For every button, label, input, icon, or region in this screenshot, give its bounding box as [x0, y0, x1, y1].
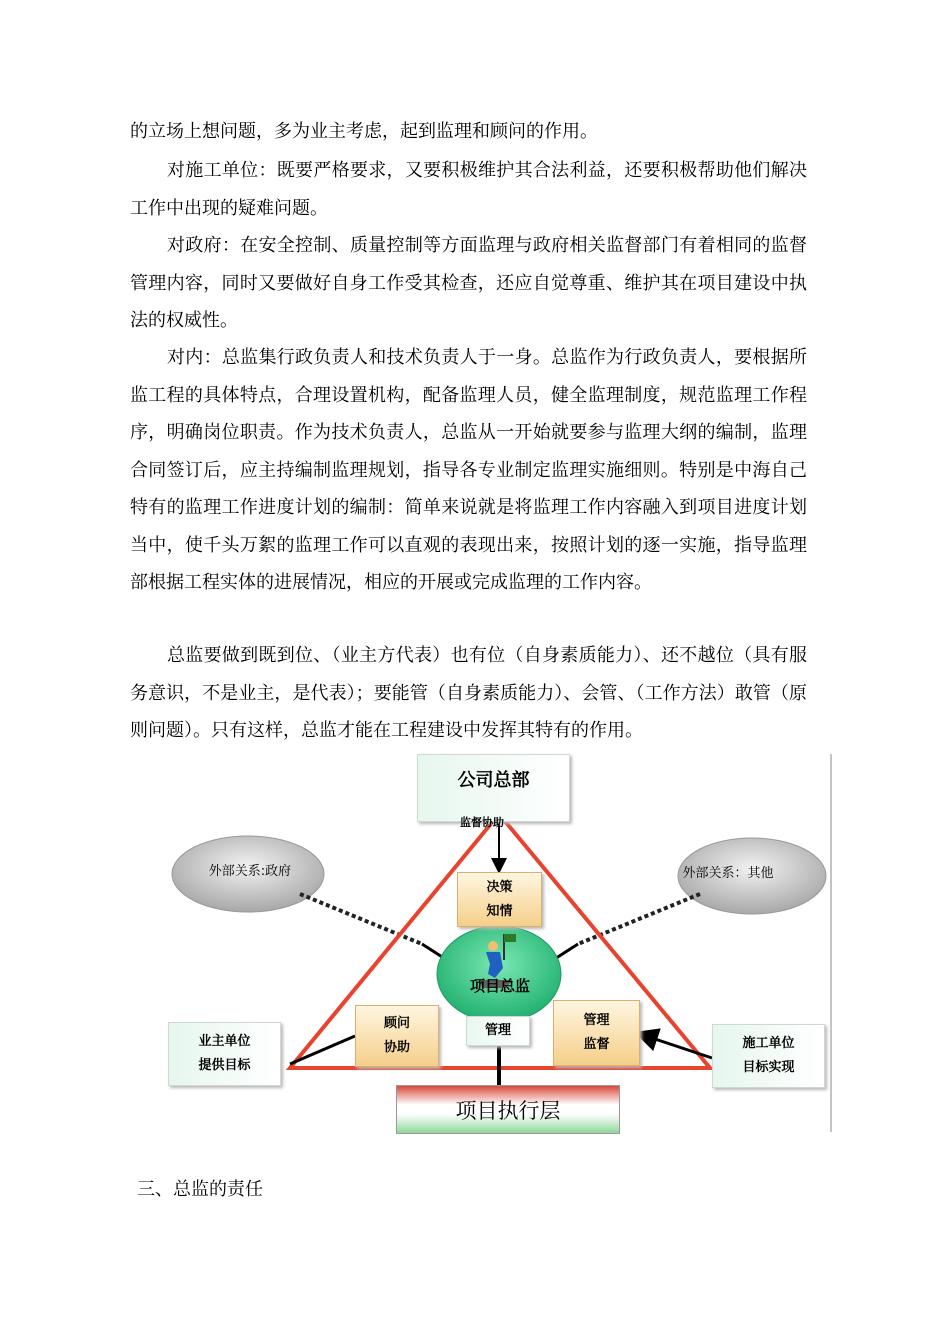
- assist-label: 协助: [383, 1040, 410, 1055]
- org-relationship-diagram: [160, 752, 840, 1136]
- advisor-box: [355, 1005, 439, 1067]
- other-relation-label: 外部关系：其他: [682, 866, 774, 881]
- gov-dotted-line: [300, 894, 422, 944]
- paragraph-internal: 对内：总监集行政负责人和技术负责人于一身。总监作为行政负责人，要根据所监工程的具体特点，合理设置机构，配备监理人员，健全监理制度，规范监理工作程序，明确岗位职责。作为技术负责人，总监从一开始就要参与监理大纲的编制，监理合同签订后，应主持编制监理规划，指导各专业制定监理实施细则。特别是中海自己特有的监理工作进度计划的编制：简单来说就是将监理工作内容融入到项目进度计划当中，使千头万絮的监理工作可以直观的表现出来，按照计划的逐一实施，指导监理部根据工程实体的进展情况，相应的开展或完成监理的工作内容。: [130, 347, 807, 593]
- project-execution-layer-label: 项目执行层: [455, 1098, 561, 1123]
- supervise-assist-label: 监督协助: [460, 816, 504, 829]
- line-owner-advisor: [290, 1036, 355, 1064]
- section-heading: 三、总监的责任: [137, 1179, 263, 1200]
- gov-relation-label: 外部关系:政府: [208, 864, 292, 879]
- manage-label: 管理: [484, 1023, 511, 1038]
- other-dotted-line: [578, 894, 700, 944]
- contractor-unit-label: 施工单位: [742, 1036, 795, 1051]
- paragraph-government: 对政府：在安全控制、质量控制等方面监理与政府相关监督部门有着相同的监督管理内容，同时又要做好自身工作受其检查，还应自觉尊重、维护其在项目建设中执法的权威性。: [130, 235, 807, 331]
- supervision-label: 监督: [583, 1037, 610, 1052]
- provide-goal-label: 提供目标: [198, 1058, 251, 1073]
- advisor-label: 顾问: [383, 1016, 410, 1031]
- arrow-supervise-contractor: [640, 1034, 712, 1058]
- informed-label: 知情: [486, 903, 513, 919]
- goal-achieve-label: 目标实现: [742, 1060, 795, 1075]
- owner-unit-box: [168, 1022, 281, 1086]
- contractor-unit-box: [712, 1024, 825, 1088]
- paragraph-construction-unit: 对施工单位：既要严格要求，又要积极维护其合法利益，还要积极帮助他们解决工作中出现的疑难问题。: [130, 160, 807, 219]
- company-hq-box: [417, 754, 570, 822]
- owner-unit-label: 业主单位: [198, 1034, 251, 1049]
- manage-box: [466, 1016, 530, 1046]
- decision-box: [457, 872, 542, 927]
- paragraph-1: 的立场上想问题，多为业主考虑，起到监理和顾问的作用。: [130, 121, 598, 142]
- project-director-label: 项目总监: [469, 977, 530, 995]
- company-hq-label: 公司总部: [457, 770, 530, 791]
- paragraph-summary: 总监要做到既到位、（业主方代表）也有位（自身素质能力）、还不越位（具有服务意识，不是业主，是代表）；要能管（自身素质能力）、会管、（工作方法）敢管（原则问题）。只有这样，总监才能在工程建设中发挥其特有的作用。: [130, 645, 807, 741]
- management-label: 管理: [583, 1013, 610, 1028]
- decision-label: 决策: [486, 879, 513, 895]
- project-execution-layer-box: [396, 1085, 620, 1134]
- supervise-box: [553, 1000, 640, 1066]
- director-circle: [437, 926, 561, 1022]
